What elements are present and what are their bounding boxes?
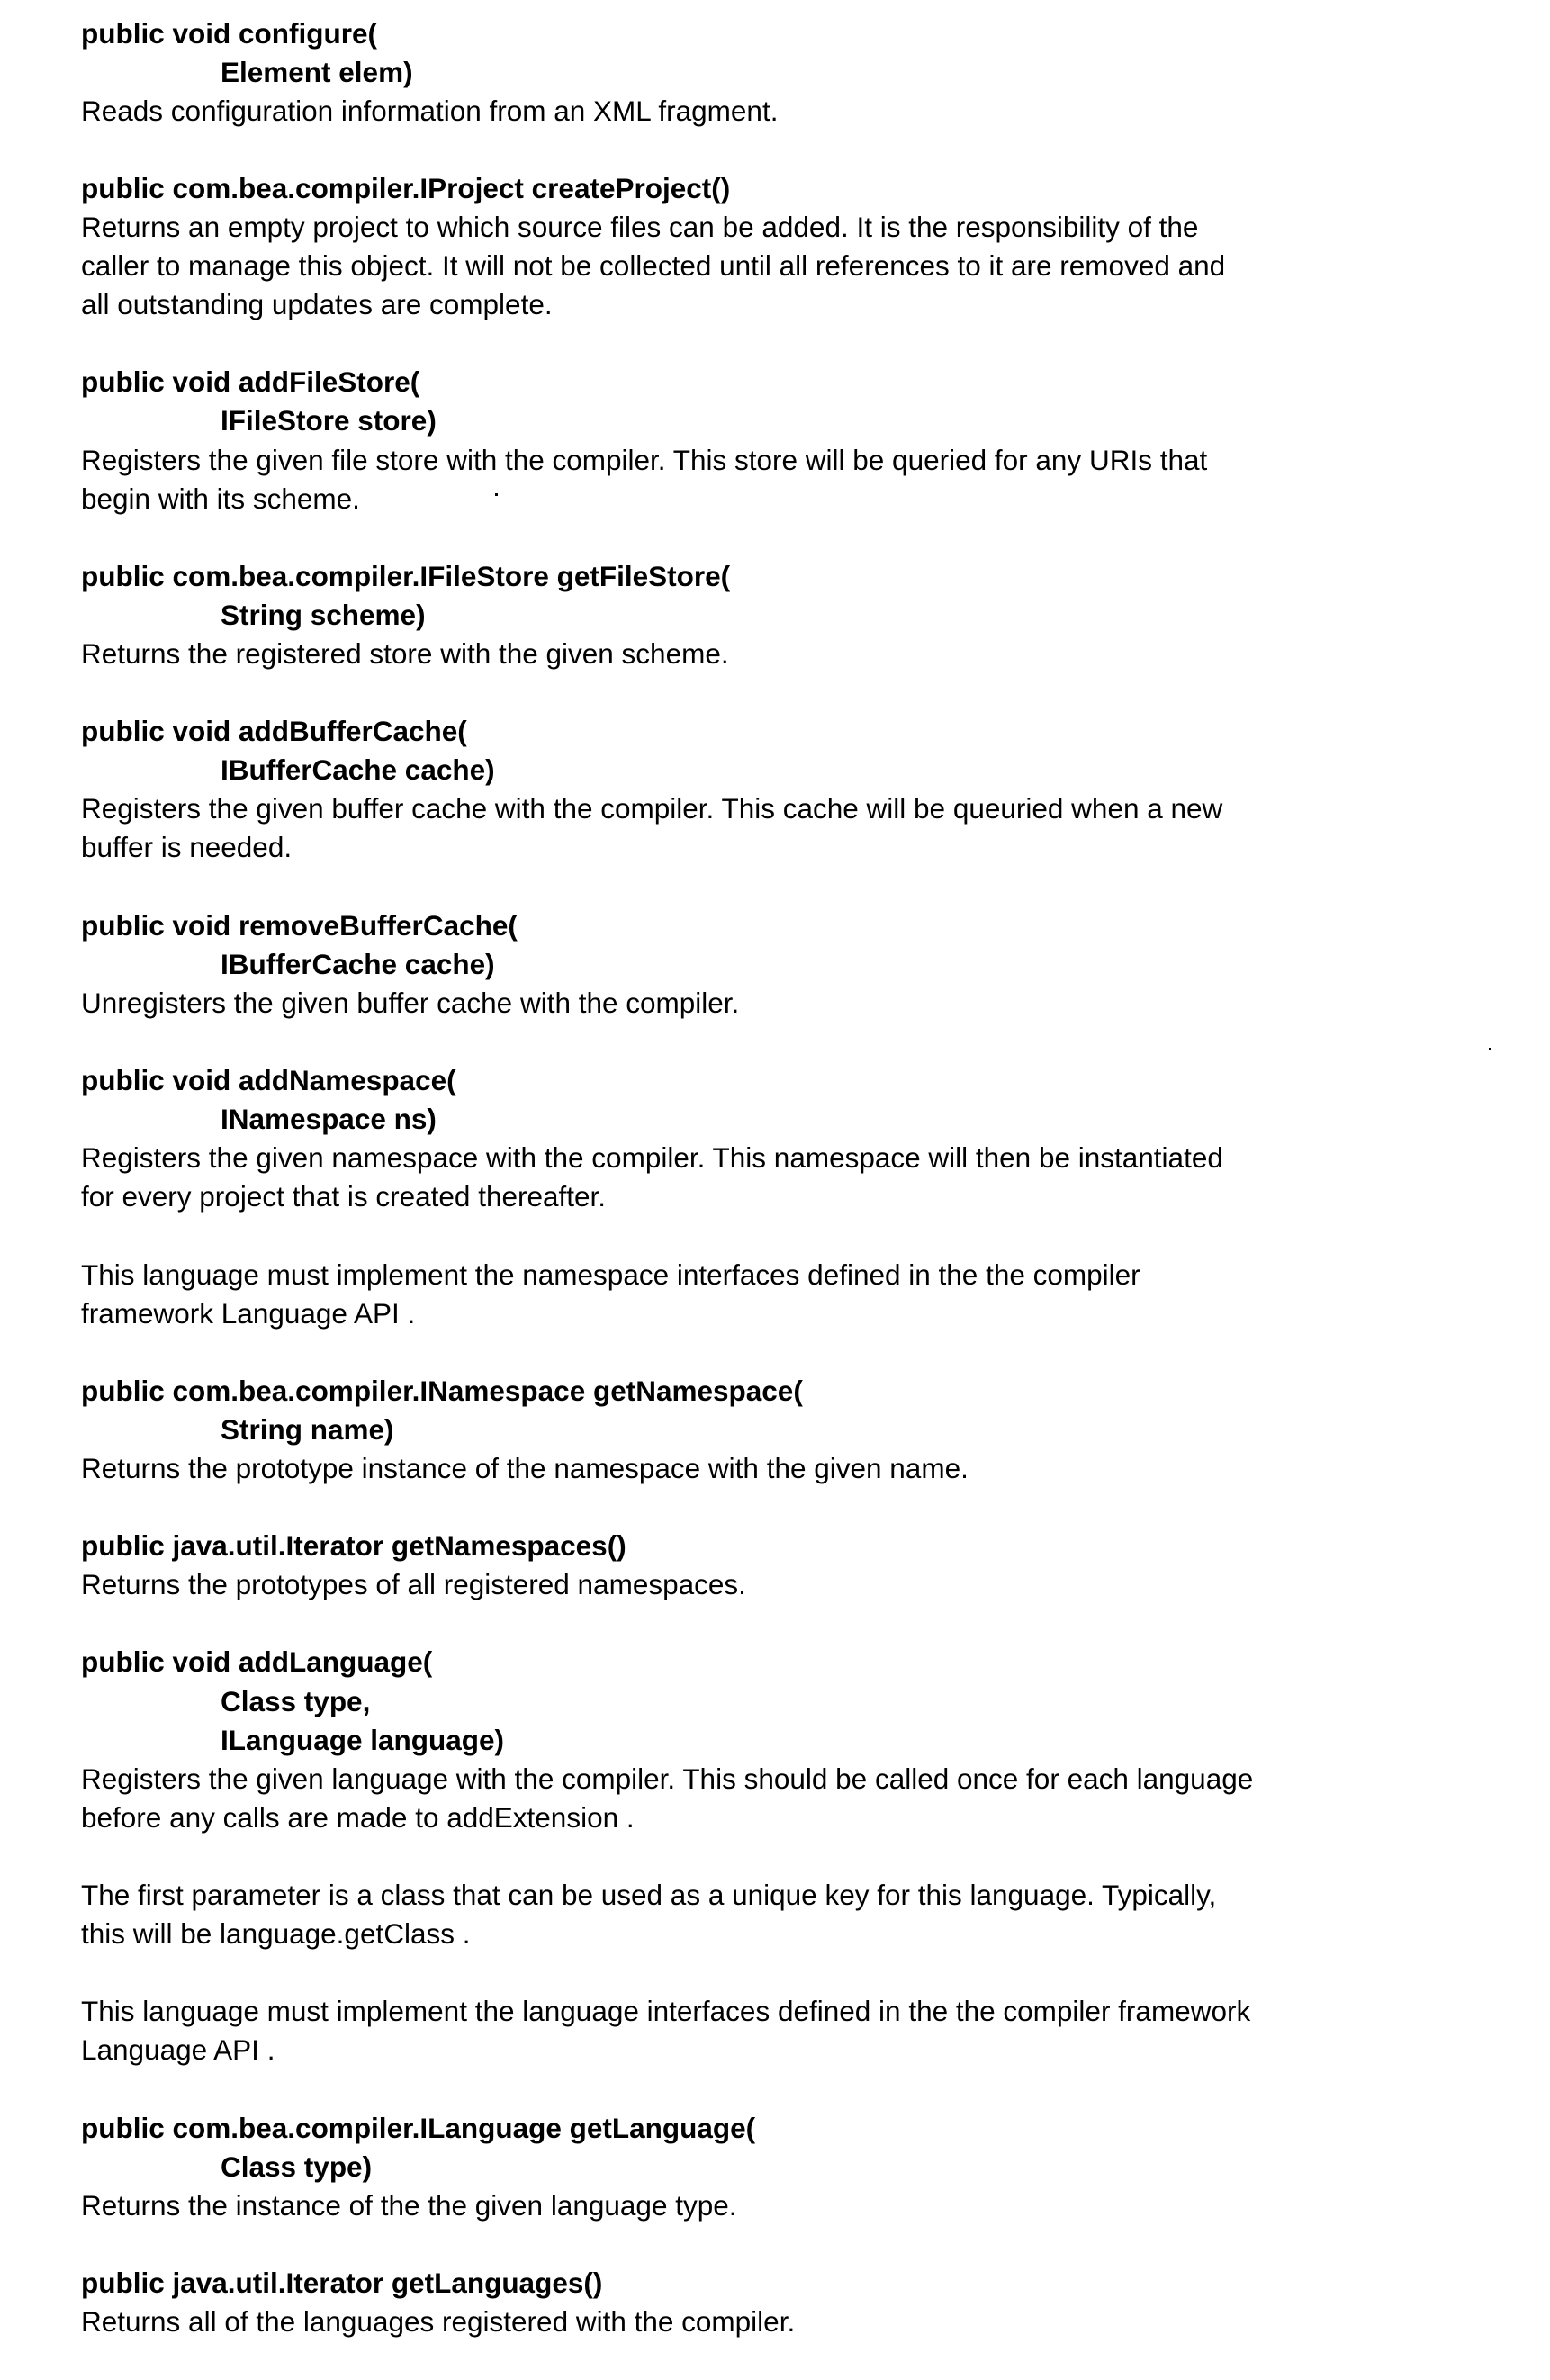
description-line: framework Language API .	[81, 1294, 1521, 1333]
description-line: Returns all of the languages registered with the compiler.	[81, 2303, 1521, 2341]
method-signature: public void addFileStore(	[81, 363, 1521, 401]
method-entry-add-file-store	[81, 363, 1521, 518]
description-line: The first parameter is a class that can be used as a unique key for this language. Typically,	[81, 1876, 1521, 1915]
description-line: Reads configuration information from an XML fragment.	[81, 92, 1521, 131]
method-description	[81, 208, 1521, 324]
description-line: Returns an empty project to which source files can be added. It is the responsibility of the	[81, 208, 1521, 247]
description-line: caller to manage this object. It will not be collected until all references to it are removed and	[81, 247, 1521, 285]
description-line: Returns the instance of the the given language type.	[81, 2186, 1521, 2225]
method-entry-get-namespace	[81, 1372, 1521, 1488]
method-entry-add-namespace	[81, 1061, 1521, 1333]
method-entry-get-language	[81, 2109, 1521, 2225]
method-entry-add-buffer-cache	[81, 712, 1521, 867]
scan-speck	[1489, 1048, 1491, 1050]
description-line: Returns the prototype instance of the namespace with the given name.	[81, 1449, 1521, 1488]
description-line: This language must implement the namespace interfaces defined in the the compiler	[81, 1256, 1521, 1294]
method-signature: public com.bea.compiler.IProject createProject()	[81, 169, 1521, 208]
method-description	[81, 984, 1521, 1023]
description-line: this will be language.getClass .	[81, 1915, 1521, 1953]
description-line: This language must implement the language interfaces defined in the the compiler framework	[81, 1992, 1521, 2031]
method-signature: public void addLanguage(	[81, 1643, 1521, 1681]
description-line: buffer is needed.	[81, 828, 1521, 867]
method-entry-configure	[81, 14, 1521, 131]
method-entry-add-language	[81, 1643, 1521, 2069]
method-signature: public java.util.Iterator getNamespaces()	[81, 1527, 1521, 1565]
description-line: Returns the prototypes of all registered namespaces.	[81, 1565, 1521, 1604]
method-description	[81, 1760, 1521, 1837]
method-param: IBufferCache cache)	[81, 945, 1521, 984]
method-description	[81, 1139, 1521, 1216]
method-signature: public void removeBufferCache(	[81, 906, 1521, 945]
method-entry-get-languages	[81, 2264, 1521, 2341]
description-line: before any calls are made to addExtension .	[81, 1799, 1521, 1837]
method-entry-create-project	[81, 169, 1521, 324]
method-param: Class type,	[81, 1682, 1521, 1721]
method-description	[81, 2303, 1521, 2341]
method-description	[81, 2186, 1521, 2225]
method-signature: public com.bea.compiler.IFileStore getFileStore(	[81, 557, 1521, 596]
method-param: String name)	[81, 1411, 1521, 1449]
api-document	[81, 14, 1521, 2380]
method-param: IFileStore store)	[81, 401, 1521, 440]
method-signature: public void addBufferCache(	[81, 712, 1521, 751]
method-description	[81, 635, 1521, 673]
method-description	[81, 1449, 1521, 1488]
method-description-paragraph	[81, 1992, 1521, 2069]
method-param: String scheme)	[81, 596, 1521, 635]
method-entry-remove-buffer-cache	[81, 906, 1521, 1023]
method-param: Element elem)	[81, 53, 1521, 92]
method-signature: public java.util.Iterator getLanguages()	[81, 2264, 1521, 2303]
description-line: Registers the given buffer cache with the compiler. This cache will be queuried when a new	[81, 789, 1521, 828]
method-description	[81, 92, 1521, 131]
description-line: begin with its scheme.	[81, 480, 1521, 518]
description-line: all outstanding updates are complete.	[81, 285, 1521, 324]
method-description	[81, 789, 1521, 867]
method-description-paragraph	[81, 1256, 1521, 1333]
method-signature: public void configure(	[81, 14, 1521, 53]
description-line: Returns the registered store with the given scheme.	[81, 635, 1521, 673]
description-line: Registers the given file store with the compiler. This store will be queried for any URIs that	[81, 441, 1521, 480]
method-entry-get-file-store	[81, 557, 1521, 673]
method-param: INamespace ns)	[81, 1100, 1521, 1139]
scan-speck	[495, 493, 498, 496]
description-line: Language API .	[81, 2031, 1521, 2069]
method-param: IBufferCache cache)	[81, 751, 1521, 789]
method-param: Class type)	[81, 2148, 1521, 2186]
description-line: Registers the given language with the compiler. This should be called once for each language	[81, 1760, 1521, 1799]
method-description	[81, 441, 1521, 518]
description-line: Unregisters the given buffer cache with the compiler.	[81, 984, 1521, 1023]
method-entry-get-namespaces	[81, 1527, 1521, 1604]
method-description-paragraph	[81, 1876, 1521, 1953]
description-line: Registers the given namespace with the compiler. This namespace will then be instantiated	[81, 1139, 1521, 1177]
method-description	[81, 1565, 1521, 1604]
method-signature: public com.bea.compiler.ILanguage getLanguage(	[81, 2109, 1521, 2148]
method-signature: public void addNamespace(	[81, 1061, 1521, 1100]
description-line: for every project that is created thereafter.	[81, 1177, 1521, 1216]
method-param: ILanguage language)	[81, 1721, 1521, 1760]
method-signature: public com.bea.compiler.INamespace getNamespace(	[81, 1372, 1521, 1411]
